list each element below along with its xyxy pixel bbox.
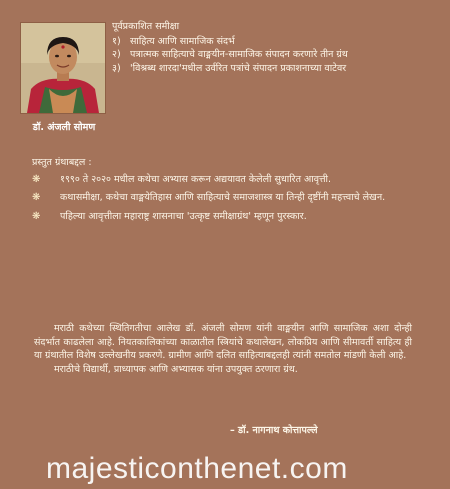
flower-bullet-icon: ❋ [32,192,41,203]
about-book-bullet [32,191,432,205]
review-paragraph: मराठीचे विद्यार्थी, प्राध्यापक आणि अभ्यासक यांना उपयुक्त ठरणारा ग्रंथ. [54,363,298,375]
previous-works-heading: पूर्वप्रकाशित समीक्षा [112,21,180,32]
author-caption: डॉ. अंजली सोमण [32,122,96,133]
about-book-bullet [32,173,432,187]
item-number: २) [112,49,121,60]
bullet-text: कथासमीक्षा, कथेचा वाङ्मयेतिहास आणि साहित्याचे समाजशास्त्र या तिन्ही दृष्टींनी महत्त्वाचे लेखन. [60,192,386,203]
previous-work-item [112,48,442,62]
bullet-text: १९९० ते २०२० मधील कथेचा अभ्यास करून अद्ययावत केलेली सुधारित आवृत्ती. [60,173,332,185]
flower-bullet-icon: ❋ [32,173,41,185]
previous-works-section [112,20,442,75]
author-photo [20,22,106,114]
item-text: 'विश्रब्ध शारदा'मधील उर्वरित पत्रांचे संपादन प्रकाशनाच्या वाटेवर [130,62,347,74]
item-number: १) [112,35,121,47]
about-book-title: प्रस्तुत ग्रंथाबद्दल : [32,157,92,168]
previous-work-item [112,35,442,49]
item-text: साहित्य आणि सामाजिक संदर्भ [130,35,235,47]
item-number: ३) [112,62,121,74]
bullet-text: पहिल्या आवृत्तीला महाराष्ट्र शासनाचा 'उत्कृष्ट समीक्षाग्रंथ' म्हणून पुरस्कार. [60,210,307,222]
author-portrait-image [21,23,105,113]
previous-work-item [112,62,442,76]
about-book-bullet [32,210,432,224]
item-text: पत्रात्मक साहित्याचे वाङ्मयीन-सामाजिक संपादन करणारे तीन ग्रंथ [130,49,348,60]
review-signature: – डॉ. नागनाथ कोत्तापल्ले [230,425,318,436]
review-paragraph: मराठी कथेच्या स्थितिगतीचा आलेख डॉ. अंजली सोमण यांनी वाङ्मयीन आणि सामाजिक अशा दोन्ही संदर्भात काढलेला आहे. नियतकालिकांच्या काळातील स्त्रियांचे कथालेखन, लोकप्रिय आणि सीमावर्ती साहित्य ही या ग्रंथातील विशेष उल्लेखनीय प्रकरणे. ग्रामीण आणि दलित साहित्याबद्दलही त्यांनी समतोल मांडणी केली आहे. [34,323,412,362]
site-watermark: majesticonthenet.com [46,452,348,485]
about-book-section [32,156,432,228]
flower-bullet-icon: ❋ [32,210,41,222]
review-section [34,322,412,376]
